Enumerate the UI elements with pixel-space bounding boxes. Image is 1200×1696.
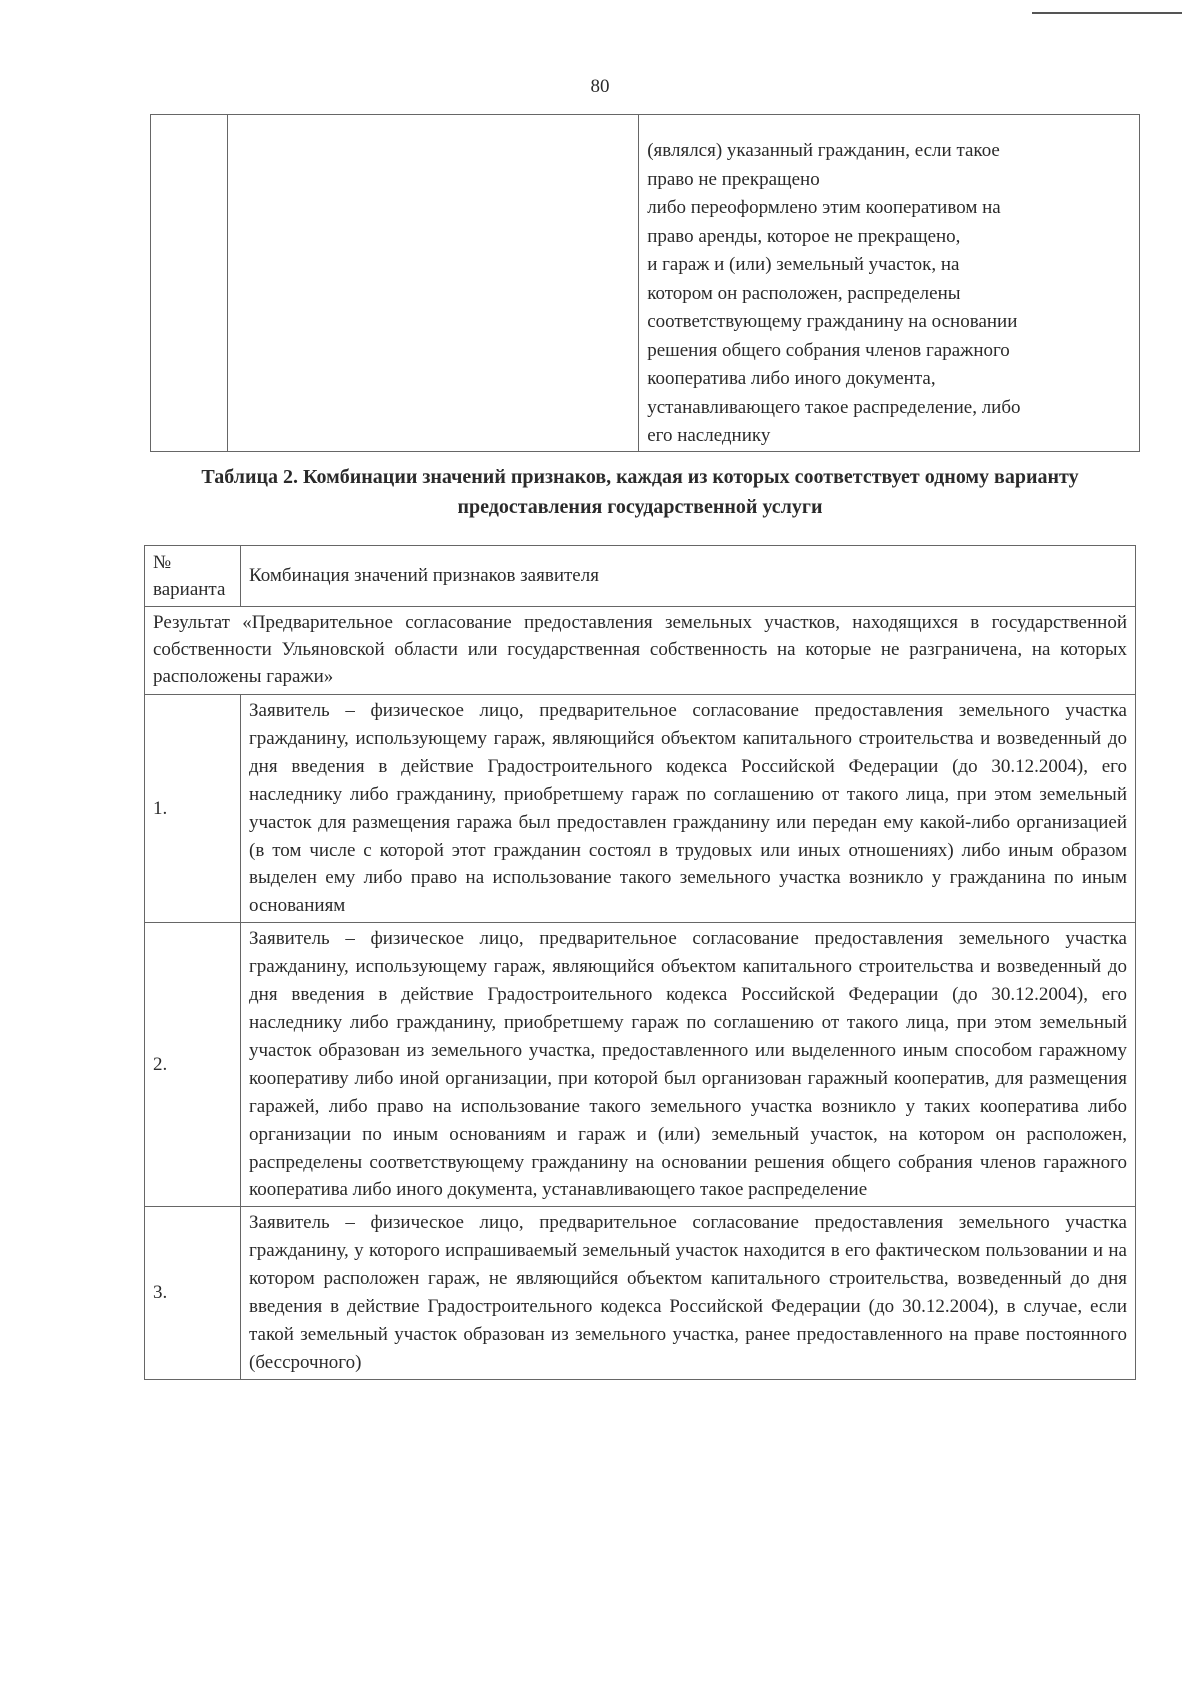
variant-text: Заявитель – физическое лицо, предварительное согласование предоставления земельного участка гражданину, у которого испрашиваемый земельный участок находится в его фактическом пользовании и на котором расположен гараж, не являющийся объектом капитального строительства, возведенный до дня введения в действие Градостроительного кодекса Российской Федерации (до 30.12.2004), в случае, если такой земельный участок образован из земельного участка, ранее предоставленного на праве постоянного (бессрочного)	[241, 1207, 1136, 1379]
text-line: и гараж и (или) земельный участок, на	[647, 254, 960, 275]
continuation-table	[150, 114, 1140, 452]
header-combination: Комбинация значений признаков заявителя	[241, 546, 1136, 607]
text-line: право аренды, которое не прекращено,	[647, 225, 961, 247]
text-line: его наследнику	[647, 425, 771, 446]
table-header-row	[145, 546, 1136, 607]
table-row	[151, 115, 1140, 452]
page-number: 80	[590, 76, 610, 97]
text-line: либо переоформлено этим кооперативом на	[647, 197, 1001, 218]
table-cell-text	[639, 115, 1140, 452]
variant-number: 3.	[145, 1207, 241, 1379]
top-rule	[1032, 12, 1182, 14]
text-line: соответствующему гражданину на основании	[647, 311, 1018, 332]
variant-text: Заявитель – физическое лицо, предварительное согласование предоставления земельного участка гражданину, использующему гараж, являющийся объектом капитального строительства и возведенный до дня введения в действие Градостроительного кодекса Российской Федерации (до 30.12.2004), его наследнику либо гражданину, приобретшему гараж по соглашению от такого лица, при этом земельный участок для размещения гаража был предоставлен гражданину или передан ему какой-либо организацией (в том числе с которой этот гражданин состоял в трудовых или иных отношениях) либо иным образом выделен ему либо право на использование такого земельного участка возникло у гражданина по иным основаниям	[241, 695, 1136, 923]
text-line: право не прекращено	[647, 168, 820, 190]
variant-text: Заявитель – физическое лицо, предварительное согласование предоставления земельного участка гражданину, использующему гараж, являющийся объектом капитального строительства и возведенный до дня введения в действие Градостроительного кодекса Российской Федерации (до 30.12.2004), его наследнику либо гражданину, приобретшему гараж по соглашению от такого лица, при этом земельный участок образован из земельного участка, предоставленного или выделенного иным способом гаражному кооперативу либо иной организации, при которой был организован гаражный кооператив, для размещения гаражей, либо право на использование такого земельного участка возникло у таких кооператива либо организации по иным основаниям и гараж и (или) земельный участок, на котором он расположен, распределены соответствующему гражданину на основании решения общего собрания членов гаражного кооператива либо иного документа, устанавливающего такое распределение	[241, 923, 1136, 1207]
variant-number: 1.	[145, 695, 241, 923]
table-title: Таблица 2. Комбинации значений признаков, каждая из которых соответствует одному варианту предоставления государственной услуги	[201, 466, 1079, 518]
text-line: кооператива либо иного документа,	[647, 368, 936, 389]
header-variant-number: № варианта	[145, 546, 241, 607]
table-cell-empty	[151, 115, 228, 452]
result-text: Результат «Предварительное согласование предоставления земельных участков, находящихся в государственной собственности Ульяновской области или государственная собственность на которые не разграничена, на которых расположены гаражи»	[145, 607, 1136, 695]
text-line: (являлся) указанный гражданин, если такое	[647, 140, 1000, 161]
table-cell-empty	[227, 115, 638, 452]
text-line: котором он расположен, распределены	[647, 282, 961, 304]
text-line: решения общего собрания членов гаражного	[647, 339, 1010, 361]
result-row	[145, 607, 1136, 695]
variants-table	[144, 545, 1136, 1380]
table-row	[145, 695, 1136, 923]
text-line: устанавливающего такое распределение, либо	[647, 396, 1021, 418]
table-row	[145, 923, 1136, 1207]
variant-number: 2.	[145, 923, 241, 1207]
table-row	[145, 1207, 1136, 1379]
